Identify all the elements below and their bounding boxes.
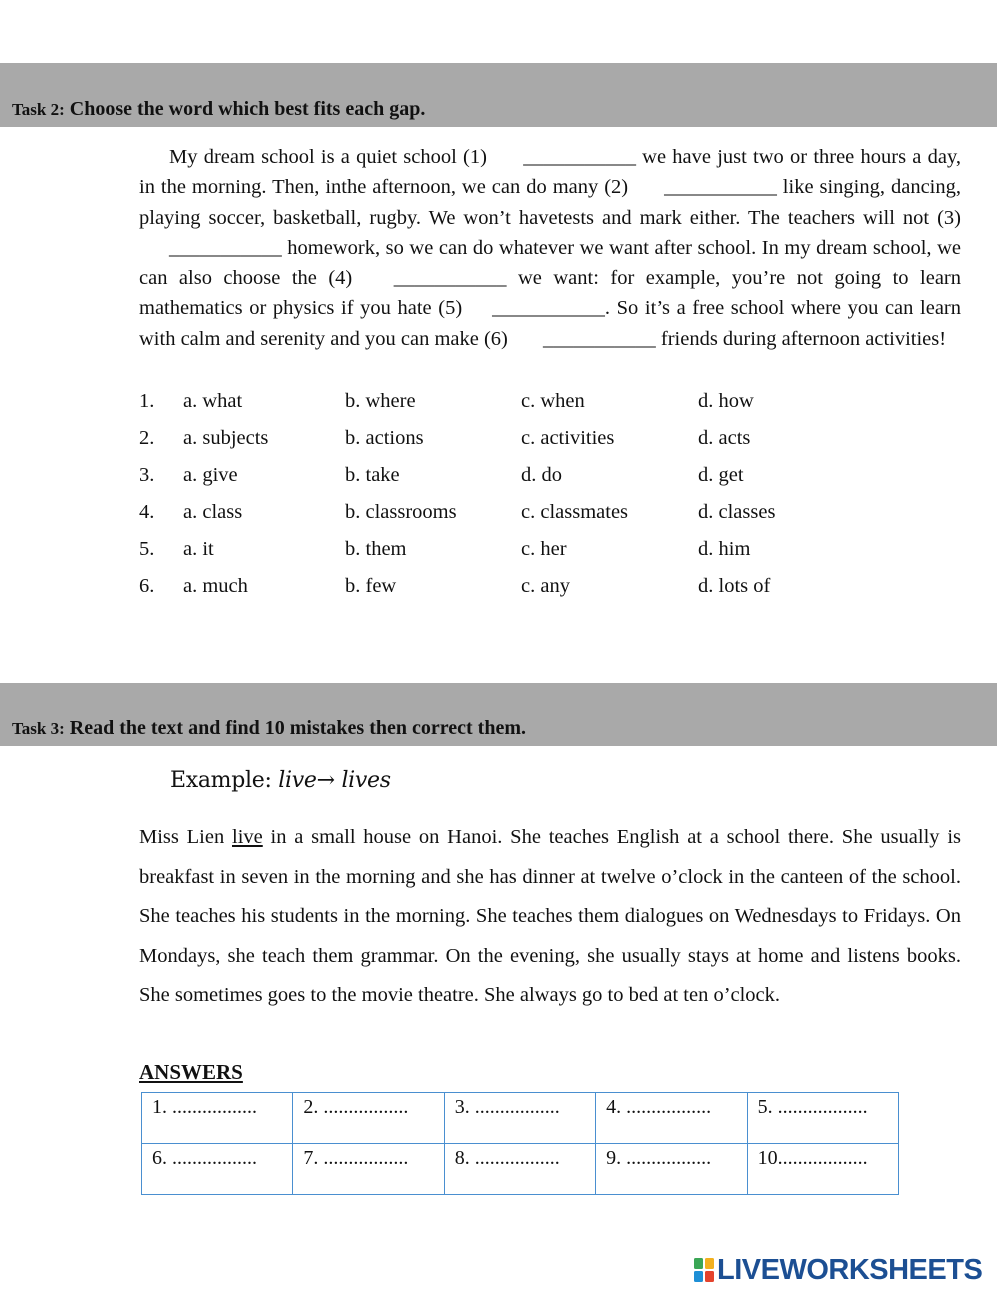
task3-example (170, 768, 391, 793)
passage-text: homework, so we can do whatever we want after school. In my dream school, we can also choose the (4) (139, 236, 961, 290)
option-d: d. how (698, 390, 754, 412)
option-b: b. where (345, 390, 416, 412)
option-b: b. them (345, 538, 407, 560)
option-d: d. classes (698, 501, 776, 523)
answer-cell-8[interactable]: 8. ................. (444, 1144, 595, 1195)
gap-6: ___________ (543, 327, 656, 350)
option-a: a. much (183, 575, 248, 597)
option-c: c. any (521, 575, 570, 597)
passage-text: My dream school is a quiet school (1) (169, 146, 494, 168)
task3-tag: Task 3: (12, 719, 65, 738)
task3-passage (139, 818, 961, 1016)
task3-header-band (0, 683, 997, 746)
passage-text: . So it’s a free school where you can learn with calm and serenity and you can make (6) (139, 297, 961, 350)
option-row-2 (139, 427, 961, 464)
option-number: 5. (139, 538, 155, 560)
option-c: c. activities (521, 427, 615, 449)
option-d: d. get (698, 464, 744, 486)
gap-2: ___________ (664, 176, 777, 199)
example-value: live→ lives (278, 768, 391, 793)
liveworksheets-logo-icon (693, 1257, 715, 1283)
option-a: a. class (183, 501, 243, 523)
option-b: b. take (345, 464, 400, 486)
option-c: c. her (521, 538, 567, 560)
option-d: d. acts (698, 427, 751, 449)
option-a: a. give (183, 464, 238, 486)
task2-passage (139, 142, 961, 354)
answer-cell-1[interactable]: 1. ................. (142, 1093, 293, 1144)
option-d: d. him (698, 538, 751, 560)
passage-text: like singing, dancing, playing soccer, basketball, rugby. We won’t havetests and mark either. The teachers will not (3) (139, 176, 961, 229)
task2-instruction: Choose the word which best fits each gap. (69, 98, 426, 120)
answer-cell-5[interactable]: 5. .................. (747, 1093, 898, 1144)
gap-1: ___________ (523, 146, 636, 168)
task2-header-band (0, 63, 997, 127)
option-d: d. lots of (698, 575, 771, 597)
option-c: c. when (521, 390, 585, 412)
option-a: a. subjects (183, 427, 269, 449)
answer-cell-7[interactable]: 7. ................. (293, 1144, 444, 1195)
option-a: a. it (183, 538, 214, 560)
option-number: 2. (139, 427, 155, 449)
answers-table (141, 1092, 899, 1195)
task3-title (12, 717, 526, 740)
liveworksheets-logo[interactable] (693, 1254, 982, 1286)
task2-options (139, 390, 961, 612)
answer-cell-2[interactable]: 2. ................. (293, 1093, 444, 1144)
option-row-1 (139, 390, 961, 427)
logo-text: LIVEWORKSHEETS (717, 1254, 983, 1286)
task2-title (12, 98, 425, 121)
option-number: 4. (139, 501, 155, 523)
passage-text: in a small house on Hanoi. She teaches English at a school there. She usually is breakfast in seven in the morning and she has dinner at twelve o’clock in the canteen of the school. She teaches his students in the morning. She teaches them dialogues on Wednesdays to Fridays. On Mondays, she teach them grammar. On the evening, she usually stays at home and listens books. She sometimes goes to the movie theatre. She always go to bed at ten o’clock. (139, 826, 961, 1006)
answer-cell-3[interactable]: 3. ................. (444, 1093, 595, 1144)
option-a: a. what (183, 390, 243, 412)
gap-4: ___________ (393, 267, 507, 290)
task2-tag: Task 2: (12, 100, 65, 119)
option-row-4 (139, 501, 961, 538)
passage-text: Miss Lien (139, 826, 232, 848)
option-c: c. classmates (521, 501, 629, 523)
option-row-6 (139, 575, 961, 612)
option-number: 3. (139, 464, 155, 486)
answers-row (142, 1093, 899, 1144)
answer-cell-6[interactable]: 6. ................. (142, 1144, 293, 1195)
passage-text: we have just two or three hours a day, in the morning. Then, inthe afternoon, we can do many (2) (139, 146, 961, 199)
option-number: 1. (139, 390, 155, 412)
option-c: d. do (521, 464, 562, 486)
option-row-3 (139, 464, 961, 501)
option-number: 6. (139, 575, 155, 597)
answer-cell-10[interactable]: 10.................. (747, 1144, 898, 1195)
answer-cell-4[interactable]: 4. ................. (596, 1093, 747, 1144)
option-b: b. actions (345, 427, 424, 449)
option-b: b. classrooms (345, 501, 457, 523)
gap-5: ___________ (492, 297, 605, 320)
example-label: Example: (170, 768, 279, 793)
underlined-word: live (232, 826, 263, 848)
answers-row (142, 1144, 899, 1195)
gap-3: ___________ (169, 236, 282, 259)
task3-instruction: Read the text and find 10 mistakes then correct them. (69, 717, 527, 739)
option-b: b. few (345, 575, 397, 597)
passage-text: we want: for example, you’re not going to learn mathematics or physics if you hate (5) (139, 267, 961, 320)
answers-heading: ANSWERS (139, 1060, 243, 1084)
answer-cell-9[interactable]: 9. ................. (596, 1144, 747, 1195)
option-row-5 (139, 538, 961, 575)
passage-text: friends during afternoon activities! (655, 327, 947, 350)
